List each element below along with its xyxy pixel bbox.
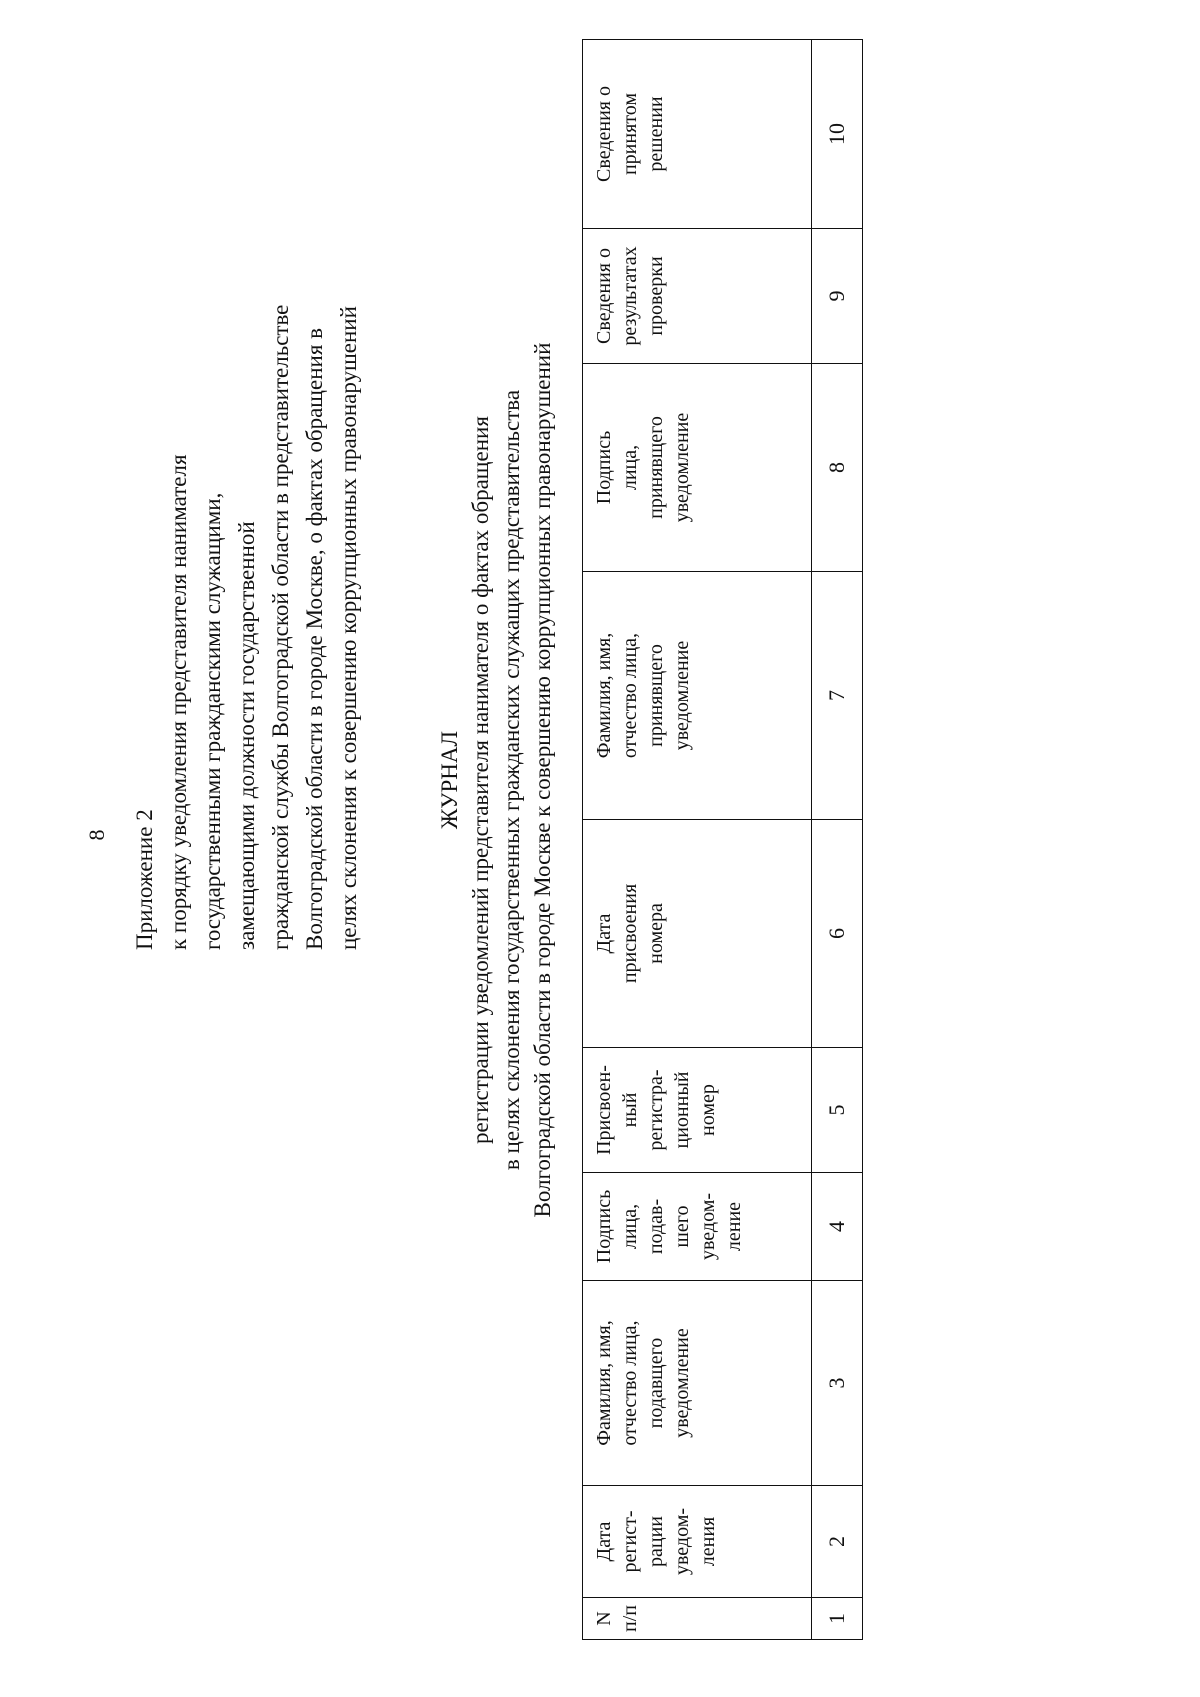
header-line: уведомление bbox=[671, 1328, 693, 1438]
header-line: лица, bbox=[619, 1203, 641, 1250]
column-number-9: 9 bbox=[812, 229, 863, 364]
column-header-1 bbox=[583, 1598, 812, 1640]
column-number-8: 8 bbox=[812, 364, 863, 572]
column-header-8 bbox=[583, 364, 812, 572]
header-line: Дата bbox=[593, 1521, 615, 1562]
header-line: отчество лица, bbox=[619, 632, 641, 759]
header-line: уведомление bbox=[671, 640, 693, 751]
appendix-line: замещающими должности государственной bbox=[234, 521, 259, 950]
column-header-4 bbox=[583, 1173, 812, 1281]
column-number-2: 2 bbox=[812, 1486, 863, 1598]
journal-heading bbox=[434, 80, 558, 1480]
header-line: результатах bbox=[619, 246, 641, 346]
column-number-4: 4 bbox=[812, 1173, 863, 1281]
header-line: ления bbox=[697, 1516, 719, 1567]
journal-subtitle-line: в целях склонения государственных гражданских служащих представительства bbox=[499, 389, 524, 1171]
header-line: Присвоен- bbox=[593, 1065, 615, 1155]
header-line: регист- bbox=[619, 1510, 641, 1573]
header-line: ный bbox=[619, 1092, 641, 1128]
journal-table bbox=[582, 39, 863, 1640]
header-line: отчество лица, bbox=[619, 1320, 641, 1446]
column-number-10: 10 bbox=[812, 40, 863, 229]
header-line: Фамилия, имя, bbox=[593, 1320, 615, 1446]
column-number-1: 1 bbox=[812, 1598, 863, 1640]
header-line: Фамилия, имя, bbox=[593, 632, 615, 759]
header-line: уведомление bbox=[671, 412, 693, 523]
header-line: подавщего bbox=[645, 1337, 667, 1429]
journal-title: ЖУРНАЛ bbox=[437, 730, 462, 830]
header-line: принявщего bbox=[645, 416, 667, 519]
column-number-3: 3 bbox=[812, 1281, 863, 1486]
header-line: проверки bbox=[645, 256, 667, 336]
column-number-6: 6 bbox=[812, 820, 863, 1048]
column-header-6 bbox=[583, 820, 812, 1048]
appendix-block bbox=[128, 50, 366, 950]
header-line: лица, bbox=[619, 444, 641, 491]
header-line: подав- bbox=[645, 1198, 667, 1255]
column-header-3 bbox=[583, 1281, 812, 1486]
header-line: присвоения bbox=[619, 883, 641, 984]
column-header-7 bbox=[583, 572, 812, 820]
header-line: номер bbox=[697, 1084, 719, 1136]
column-header-9 bbox=[583, 229, 812, 364]
header-line: ционный bbox=[671, 1071, 693, 1149]
column-number-7: 7 bbox=[812, 572, 863, 820]
header-line: Подпись bbox=[593, 1189, 615, 1264]
journal-subtitle-line: Волгоградской области в городе Москве к совершению коррупционных правонарушений bbox=[530, 342, 555, 1218]
header-line: рации bbox=[645, 1516, 667, 1567]
header-line: п/п bbox=[619, 1605, 641, 1632]
header-line: уведом- bbox=[697, 1192, 719, 1261]
page-number: 8 bbox=[84, 829, 109, 841]
header-line: регистра- bbox=[645, 1069, 667, 1151]
header-line: Сведения о bbox=[593, 248, 615, 344]
column-header-5 bbox=[583, 1048, 812, 1173]
column-header-10 bbox=[583, 40, 812, 229]
header-line: ление bbox=[723, 1201, 745, 1252]
header-line: Подпись bbox=[593, 430, 615, 505]
appendix-line: к порядку уведомления представителя нанимателя bbox=[166, 454, 191, 950]
appendix-line: Приложение 2 bbox=[132, 809, 157, 950]
header-line: Сведения о принятом bbox=[593, 86, 641, 182]
appendix-line: целях склонения к совершению коррупционных правонарушений bbox=[336, 306, 361, 950]
column-header-2 bbox=[583, 1486, 812, 1598]
appendix-line: государственными гражданскими служащими, bbox=[200, 492, 225, 950]
header-line: шего bbox=[671, 1205, 693, 1248]
column-number-5: 5 bbox=[812, 1048, 863, 1173]
header-line: принявщего bbox=[645, 644, 667, 747]
journal-subtitle-line: регистрации уведомлений представителя нанимателя о фактах обращения bbox=[468, 416, 493, 1144]
appendix-line: Волгоградской области в городе Москве, о фактах обращения в bbox=[302, 327, 327, 950]
header-line: уведом- bbox=[671, 1507, 693, 1576]
header-row bbox=[583, 40, 812, 1640]
landscape-page bbox=[50, 30, 1170, 1650]
header-line: Дата bbox=[593, 913, 615, 954]
header-line: номера bbox=[645, 903, 667, 964]
header-line: решении bbox=[645, 96, 667, 172]
number-row bbox=[812, 40, 863, 1640]
appendix-line: гражданской службы Волгоградской области в представительстве bbox=[268, 304, 293, 950]
header-line: N bbox=[593, 1611, 615, 1626]
